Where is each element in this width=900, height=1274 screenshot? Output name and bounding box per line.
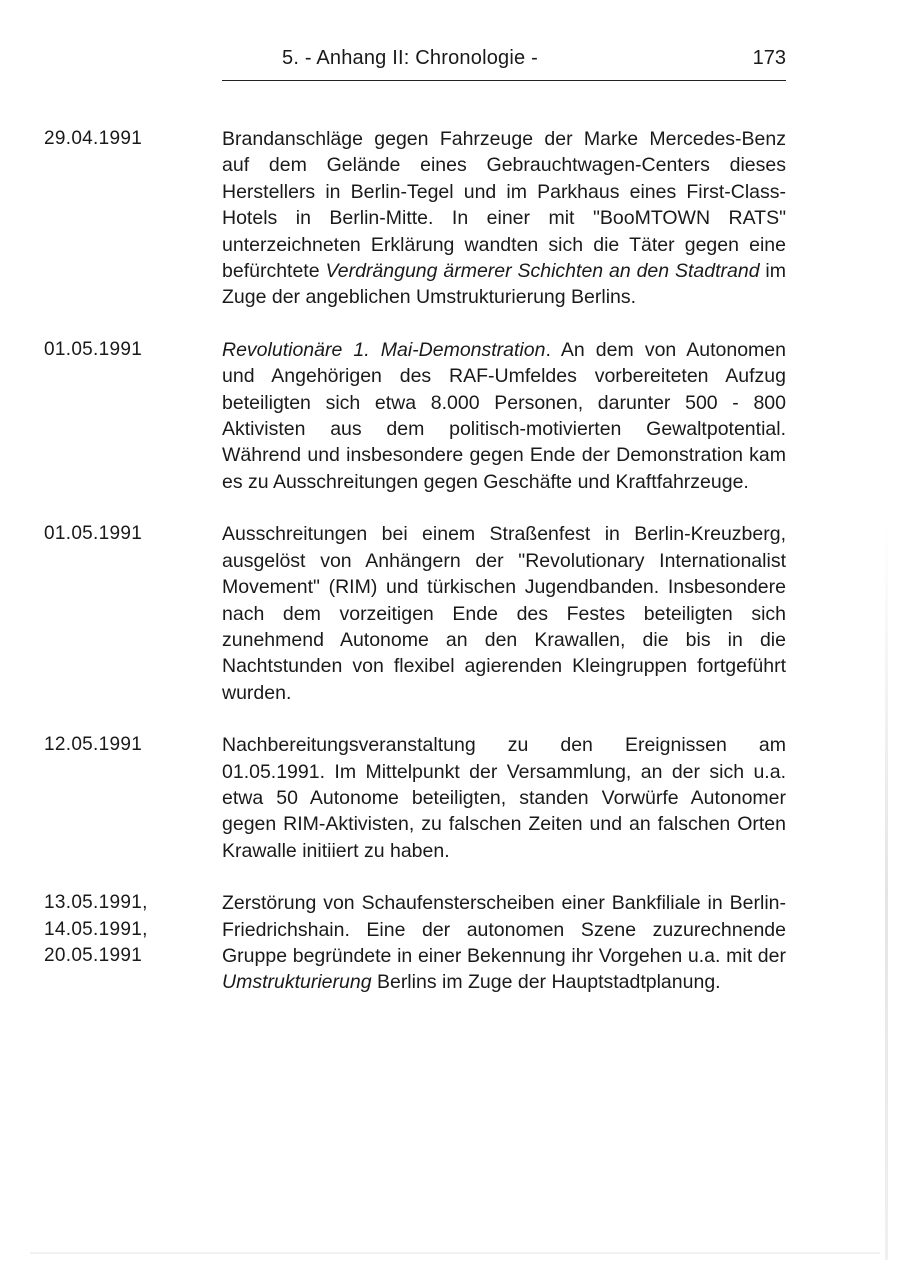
entry-text-segment: Nachbereitungsveranstaltung zu den Ereignissen am 01.05.1991. Im Mittelpunkt der Versammlung, an der sich u.a. etwa 50 Autonome beteiligten, standen Vorwürfe Autonomer gegen RIM-Aktivisten, zu falschen Zeiten und an falschen Orten Krawalle initiiert zu haben.: [222, 734, 786, 862]
entry-date: 29.04.1991: [44, 128, 143, 149]
entry-text-segment: Ausschreitungen bei einem Straßenfest in Berlin-Kreuzberg, ausgelöst von Anhängern der "Revolutionary Internationalist Movement" (RIM) und türkischen Jugendbanden. Insbesondere nach dem vorzeitigen Ende des Festes beteiligten sich zunehmend Autonome an den Krawallen, die bis in die Nachtstunden von flexibel agierenden Kleingruppen fortgeführt wurden.: [222, 523, 786, 704]
chronology-entry: [0, 521, 900, 706]
entry-text: [222, 126, 786, 311]
entry-text: [222, 890, 786, 996]
header-rule: [222, 80, 786, 81]
entry-text-segment: Berlins im Zuge der Hauptstadtplanung.: [371, 971, 721, 994]
entry-date: 01.05.1991: [44, 338, 143, 360]
chronology-list: [0, 126, 900, 1022]
entry-date: 12.05.1991: [44, 734, 143, 756]
entry-date: 13.05.1991, 14.05.1991, 20.05.1991: [44, 892, 148, 966]
entry-text-emphasis: Revolutionäre 1. Mai-Demonstration: [222, 338, 546, 361]
entry-text-segment: Brandanschläge gegen Fahrzeuge der Marke Mercedes-Benz auf dem Gelände eines Gebrauchtwagen-Centers dieses Herstellers in Berlin-Tegel und im Parkhaus eines First-Class-Hotels in Berlin-Mitte. In einer mit "BooMTOWN RATS" unterzeichneten Erklärung wandten sich die Täter gegen eine befürchtete: [222, 128, 786, 283]
entry-text-segment: im Zuge der angeblichen Umstrukturierung Berlins.: [222, 260, 786, 309]
chronology-entry: [0, 732, 900, 864]
entry-date: 01.05.1991: [44, 523, 143, 545]
chronology-entry: [0, 337, 900, 495]
entry-text-emphasis: Verdrängung ärmerer Schichten an den Stadtrand: [325, 260, 760, 283]
header-title: 5. - Anhang II: Chronologie -: [282, 47, 538, 69]
entry-text: [222, 732, 786, 864]
entry-text-segment: Zerstörung von Schaufensterscheiben einer Bankfiliale in Berlin-Friedrichshain. Eine der autonomen Szene zuzurechnende Gruppe begründete in einer Bekennung ihr Vorgehen u.a. mit der: [222, 892, 786, 967]
entry-text: [222, 337, 786, 495]
chronology-entry: [0, 890, 900, 996]
page-bottom-shadow: [30, 1252, 880, 1254]
entry-text-emphasis: Umstrukturierung: [222, 971, 372, 994]
chronology-entry: [0, 126, 900, 311]
running-header: [222, 44, 786, 78]
entry-text-segment: . An dem von Autonomen und Angehörigen des RAF-Umfeldes vorbereiteten Aufzug beteiligten sich etwa 8.000 Personen, darunter 500 - 800 Aktivisten aus dem politisch-motivierten Gewaltpotential. Während und insbesondere gegen Ende der Demonstration kam es zu Ausschreitungen gegen Geschäfte und Kraftfahrzeuge.: [222, 338, 786, 493]
entry-text: [222, 521, 786, 706]
page-number: 173: [752, 47, 786, 69]
